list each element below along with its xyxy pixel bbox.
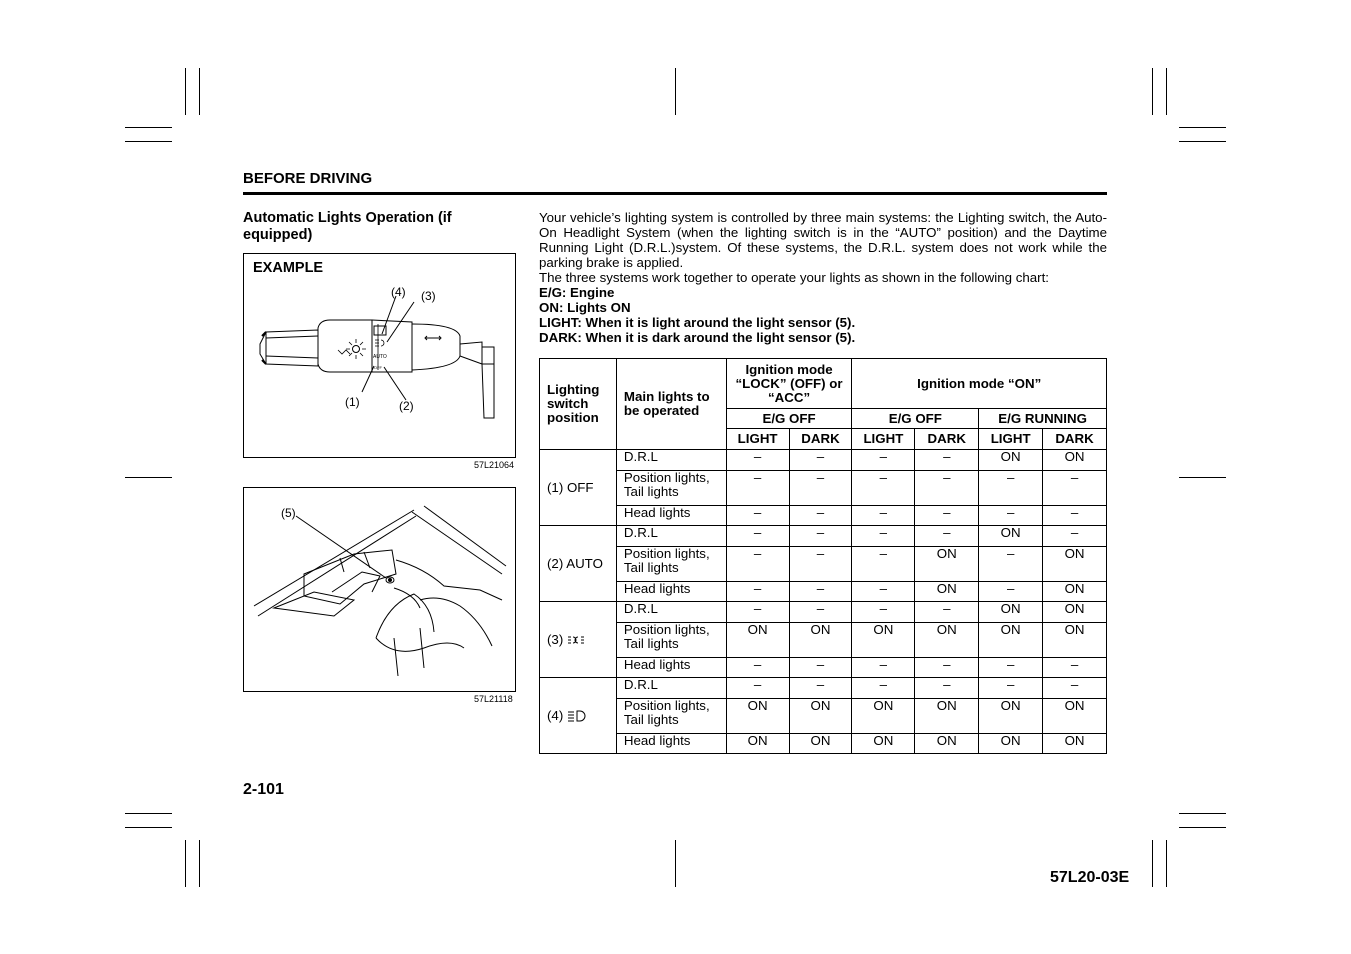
status-cell: – (726, 506, 789, 526)
light-type-cell: Head lights (616, 734, 726, 754)
section-subheading: Automatic Lights Operation (if equipped) (243, 210, 452, 243)
switch-position-cell (540, 450, 617, 526)
intro-paragraph: The three systems work together to operate your lights as shown in the following chart: (539, 270, 1049, 285)
status-cell: – (979, 582, 1043, 602)
headlight-icon (567, 710, 587, 722)
crop-mark (125, 813, 172, 814)
crop-mark (199, 840, 200, 887)
callout-4: (4) (391, 285, 406, 299)
crop-mark (185, 840, 186, 887)
status-cell: ON (1043, 734, 1107, 754)
parking-lights-icon (567, 634, 585, 646)
switch-position-cell (540, 602, 617, 678)
status-cell: – (789, 450, 852, 471)
status-cell: – (726, 547, 789, 582)
table-row (540, 734, 1107, 754)
light-sensor-figure (243, 487, 516, 692)
status-cell: ON (979, 623, 1043, 658)
status-cell: – (789, 658, 852, 678)
crop-mark (125, 477, 172, 478)
status-cell: ON (979, 526, 1043, 547)
status-cell: – (726, 582, 789, 602)
crop-mark (1179, 141, 1226, 142)
status-cell: – (915, 678, 979, 699)
status-cell: – (979, 547, 1043, 582)
status-cell: – (852, 471, 915, 506)
table-row (540, 678, 1107, 699)
status-cell: – (979, 506, 1043, 526)
light-type-cell: D.R.L (616, 678, 726, 699)
header-rule (243, 192, 1107, 195)
status-cell: – (1043, 678, 1107, 699)
light-type-cell: D.R.L (616, 450, 726, 471)
header-ignition-on: Ignition mode “ON” (852, 359, 1107, 409)
status-cell: – (789, 506, 852, 526)
status-cell: – (726, 678, 789, 699)
status-cell: – (915, 658, 979, 678)
status-cell: – (915, 471, 979, 506)
header-condition: DARK (789, 429, 852, 450)
status-cell: ON (915, 582, 979, 602)
status-cell: – (979, 678, 1043, 699)
light-sensor-illustration (244, 488, 515, 691)
status-cell: – (1043, 471, 1107, 506)
header-condition: LIGHT (979, 429, 1043, 450)
light-type-cell: Head lights (616, 506, 726, 526)
switch-position-label: (3) (547, 631, 564, 647)
legend-item: E/G: Engine (539, 285, 615, 300)
legend-item: LIGHT: When it is light around the light sensor (5). (539, 315, 856, 330)
crop-mark (125, 141, 172, 142)
status-cell: – (979, 471, 1043, 506)
status-cell: – (852, 582, 915, 602)
status-cell: – (852, 602, 915, 623)
status-cell: – (726, 526, 789, 547)
status-cell: ON (1043, 699, 1107, 734)
crop-mark (1166, 68, 1167, 115)
crop-mark (1152, 68, 1153, 115)
status-cell: – (852, 658, 915, 678)
light-type-cell: Position lights, Tail lights (616, 699, 726, 734)
status-cell: – (789, 678, 852, 699)
switch-position-cell (540, 526, 617, 602)
status-cell: – (789, 471, 852, 506)
intro-text (539, 210, 1107, 345)
switch-position-label: (2) AUTO (547, 555, 603, 571)
light-type-cell: Position lights, Tail lights (616, 471, 726, 506)
table-row (540, 526, 1107, 547)
crop-mark (125, 827, 172, 828)
status-cell: – (915, 602, 979, 623)
status-cell: ON (852, 699, 915, 734)
crop-mark (125, 127, 172, 128)
light-type-cell: Head lights (616, 582, 726, 602)
status-cell: ON (789, 699, 852, 734)
table-row (540, 506, 1107, 526)
status-cell: ON (979, 699, 1043, 734)
status-cell: – (789, 582, 852, 602)
light-type-cell: Position lights, Tail lights (616, 547, 726, 582)
crop-mark (675, 68, 676, 115)
intro-paragraph: Your vehicle’s lighting system is controlled by three main systems: the Lighting switch, the Auto-On Headlight System (when the lighting switch is in the “AUTO” position) and the Daytime Running Light (D.R.L.)system. Of these systems, the D.R.L. system does not work while the parking brake is applied. (539, 210, 1107, 270)
status-cell: ON (915, 623, 979, 658)
header-eg-running: E/G RUNNING (979, 409, 1107, 429)
status-cell: – (1043, 658, 1107, 678)
status-cell: – (915, 506, 979, 526)
status-cell: – (726, 602, 789, 623)
switch-position-label: (1) OFF (547, 479, 594, 495)
table-row (540, 602, 1107, 623)
light-type-cell: Position lights, Tail lights (616, 623, 726, 658)
status-cell: – (852, 547, 915, 582)
status-cell: ON (726, 623, 789, 658)
status-cell: – (852, 506, 915, 526)
figure-code: 57L21118 (474, 694, 513, 704)
status-cell: ON (852, 734, 915, 754)
status-cell: – (915, 450, 979, 471)
status-cell: ON (726, 734, 789, 754)
lighting-switch-figure (243, 253, 516, 458)
crop-mark (1152, 840, 1153, 887)
status-cell: ON (979, 734, 1043, 754)
crop-mark (1166, 840, 1167, 887)
status-cell: – (915, 526, 979, 547)
header-main-lights: Main lights to be operated (616, 359, 726, 450)
status-cell: – (852, 450, 915, 471)
crop-mark (199, 68, 200, 115)
status-cell: ON (789, 623, 852, 658)
figure-label: EXAMPLE (253, 260, 324, 276)
legend-item: DARK: When it is dark around the light sensor (5). (539, 330, 856, 345)
switch-position-label: (4) (547, 707, 564, 723)
crop-mark (1179, 813, 1226, 814)
status-cell: – (789, 602, 852, 623)
status-cell: ON (1043, 547, 1107, 582)
status-cell: ON (915, 699, 979, 734)
table-row (540, 658, 1107, 678)
legend-item: ON: Lights ON (539, 300, 631, 315)
status-cell: – (979, 658, 1043, 678)
status-cell: – (852, 678, 915, 699)
light-type-cell: Head lights (616, 658, 726, 678)
switch-position-cell (540, 678, 617, 754)
light-type-cell: D.R.L (616, 526, 726, 547)
header-condition: DARK (915, 429, 979, 450)
status-cell: ON (852, 623, 915, 658)
callout-1: (1) (345, 395, 360, 409)
auto-marking: AUTO (373, 354, 387, 360)
status-cell: – (726, 471, 789, 506)
table-row (540, 582, 1107, 602)
status-cell: – (726, 450, 789, 471)
status-cell: – (1043, 506, 1107, 526)
crop-mark (1179, 827, 1226, 828)
status-cell: – (789, 547, 852, 582)
status-cell: ON (979, 450, 1043, 471)
status-cell: ON (1043, 623, 1107, 658)
status-cell: ON (1043, 450, 1107, 471)
callout-2: (2) (399, 399, 414, 413)
section-header: BEFORE DRIVING (243, 170, 373, 187)
header-ignition-lock: Ignition mode “LOCK” (OFF) or “ACC” (726, 359, 852, 409)
figure-code: 57L21064 (474, 460, 515, 470)
status-cell: ON (1043, 602, 1107, 623)
crop-mark (675, 840, 676, 887)
header-condition: DARK (1043, 429, 1107, 450)
header-eg-off: E/G OFF (852, 409, 979, 429)
status-cell: ON (789, 734, 852, 754)
status-cell: ON (979, 602, 1043, 623)
status-cell: – (789, 526, 852, 547)
crop-mark (1179, 127, 1226, 128)
crop-mark (1179, 477, 1226, 478)
callout-5: (5) (281, 506, 296, 520)
page-number: 2-101 (243, 781, 284, 798)
status-cell: – (852, 526, 915, 547)
document-code: 57L20-03E (1050, 869, 1130, 886)
crop-mark (185, 68, 186, 115)
table-row (540, 547, 1107, 582)
table-row (540, 450, 1107, 471)
status-cell: ON (915, 734, 979, 754)
lights-operation-table (539, 358, 1107, 754)
status-cell: – (1043, 526, 1107, 547)
status-cell: ON (1043, 582, 1107, 602)
header-eg-off: E/G OFF (726, 409, 852, 429)
status-cell: ON (915, 547, 979, 582)
light-type-cell: D.R.L (616, 602, 726, 623)
status-cell: – (726, 658, 789, 678)
lighting-switch-illustration (244, 254, 515, 457)
status-cell: ON (726, 699, 789, 734)
off-marking: OFF (374, 365, 382, 370)
header-condition: LIGHT (726, 429, 789, 450)
table-row (540, 623, 1107, 658)
table-row (540, 471, 1107, 506)
header-switch-position: Lighting switch position (540, 359, 617, 450)
callout-3: (3) (421, 289, 436, 303)
header-condition: LIGHT (852, 429, 915, 450)
table-row (540, 699, 1107, 734)
